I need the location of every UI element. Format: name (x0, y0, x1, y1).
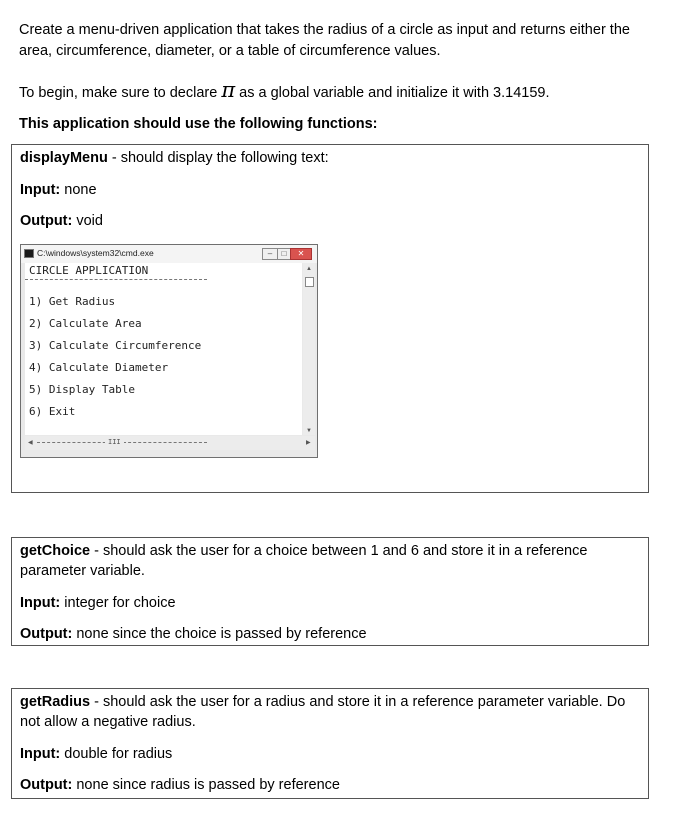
display-menu-input (20, 180, 640, 200)
output-label: Output: (20, 777, 73, 793)
get-choice-output (20, 624, 640, 644)
get-radius-description-text: - should ask the user for a radius and store it in a reference parameter variable. Do not allow a negative radius. (20, 694, 626, 730)
functions-heading-text: This application should use the following functions: (19, 116, 378, 132)
intro-paragraph: Create a menu-driven application that takes the radius of a circle as input and returns either the area, circumference, diameter, or a table of circumference values. (19, 22, 630, 59)
menu-item: 2) Calculate Area (29, 317, 142, 330)
output-value: none since radius is passed by reference (72, 777, 340, 793)
get-radius-input (20, 744, 640, 764)
scroll-right-icon[interactable]: ▶ (306, 440, 311, 446)
maximize-icon[interactable]: □ (277, 248, 291, 260)
input-value: double for radius (60, 746, 173, 762)
vertical-scrollbar[interactable] (303, 263, 315, 435)
get-radius-box (11, 688, 649, 799)
input-label: Input: (20, 746, 61, 762)
get-choice-description-text: - should ask the user for a choice between 1 and 6 and store it in a reference parameter variable. (20, 543, 588, 579)
menu-item: 6) Exit (29, 405, 76, 418)
display-menu-description-text: - should display the following text: (107, 150, 329, 166)
output-label: Output: (20, 626, 73, 642)
pi-instruction-after: as a global variable and initialize it with 3.14159. (235, 85, 550, 101)
console-title: C:\windows\system32\cmd.exe (37, 248, 154, 258)
pi-instruction (19, 80, 659, 104)
close-icon[interactable]: ✕ (290, 248, 312, 260)
output-value: none since the choice is passed by reference (72, 626, 367, 642)
get-choice-input (20, 593, 640, 613)
output-value: void (72, 213, 103, 229)
menu-item: 1) Get Radius (29, 295, 116, 308)
function-name-displaymenu: displayMenu (20, 150, 108, 166)
console-heading: CIRCLE APPLICATION (29, 264, 149, 277)
console-window (20, 244, 318, 458)
function-name-getradius: getRadius (20, 694, 91, 710)
vertical-scroll-thumb[interactable] (305, 277, 314, 287)
functions-heading (19, 114, 659, 135)
horizontal-scrollbar[interactable] (25, 436, 315, 450)
input-value: integer for choice (60, 595, 176, 611)
function-name-getchoice: getChoice (20, 543, 91, 559)
scroll-thumb-marker[interactable]: III (105, 437, 124, 448)
pi-instruction-before: To begin, make sure to declare (19, 85, 222, 101)
pi-symbol: π (221, 78, 236, 102)
scroll-up-icon[interactable]: ▲ (306, 266, 312, 272)
console-app-icon (24, 249, 34, 258)
heading-divider (25, 279, 207, 280)
input-value: none (60, 182, 97, 198)
console-titlebar (21, 245, 317, 263)
input-label: Input: (20, 595, 61, 611)
scroll-down-icon[interactable]: ▼ (306, 428, 312, 434)
menu-item: 5) Display Table (29, 383, 135, 396)
output-label: Output: (20, 213, 73, 229)
scroll-left-icon[interactable]: ◀ (28, 440, 33, 446)
minimize-icon[interactable]: – (262, 248, 278, 260)
display-menu-output (20, 211, 640, 231)
menu-item: 3) Calculate Circumference (29, 339, 202, 352)
menu-item: 4) Calculate Diameter (29, 361, 169, 374)
console-screen (25, 263, 302, 435)
get-radius-output (20, 775, 640, 795)
get-choice-box (11, 537, 649, 646)
display-menu-description (20, 148, 640, 168)
get-radius-description (20, 692, 640, 732)
input-label: Input: (20, 182, 61, 198)
get-choice-description (20, 541, 640, 581)
